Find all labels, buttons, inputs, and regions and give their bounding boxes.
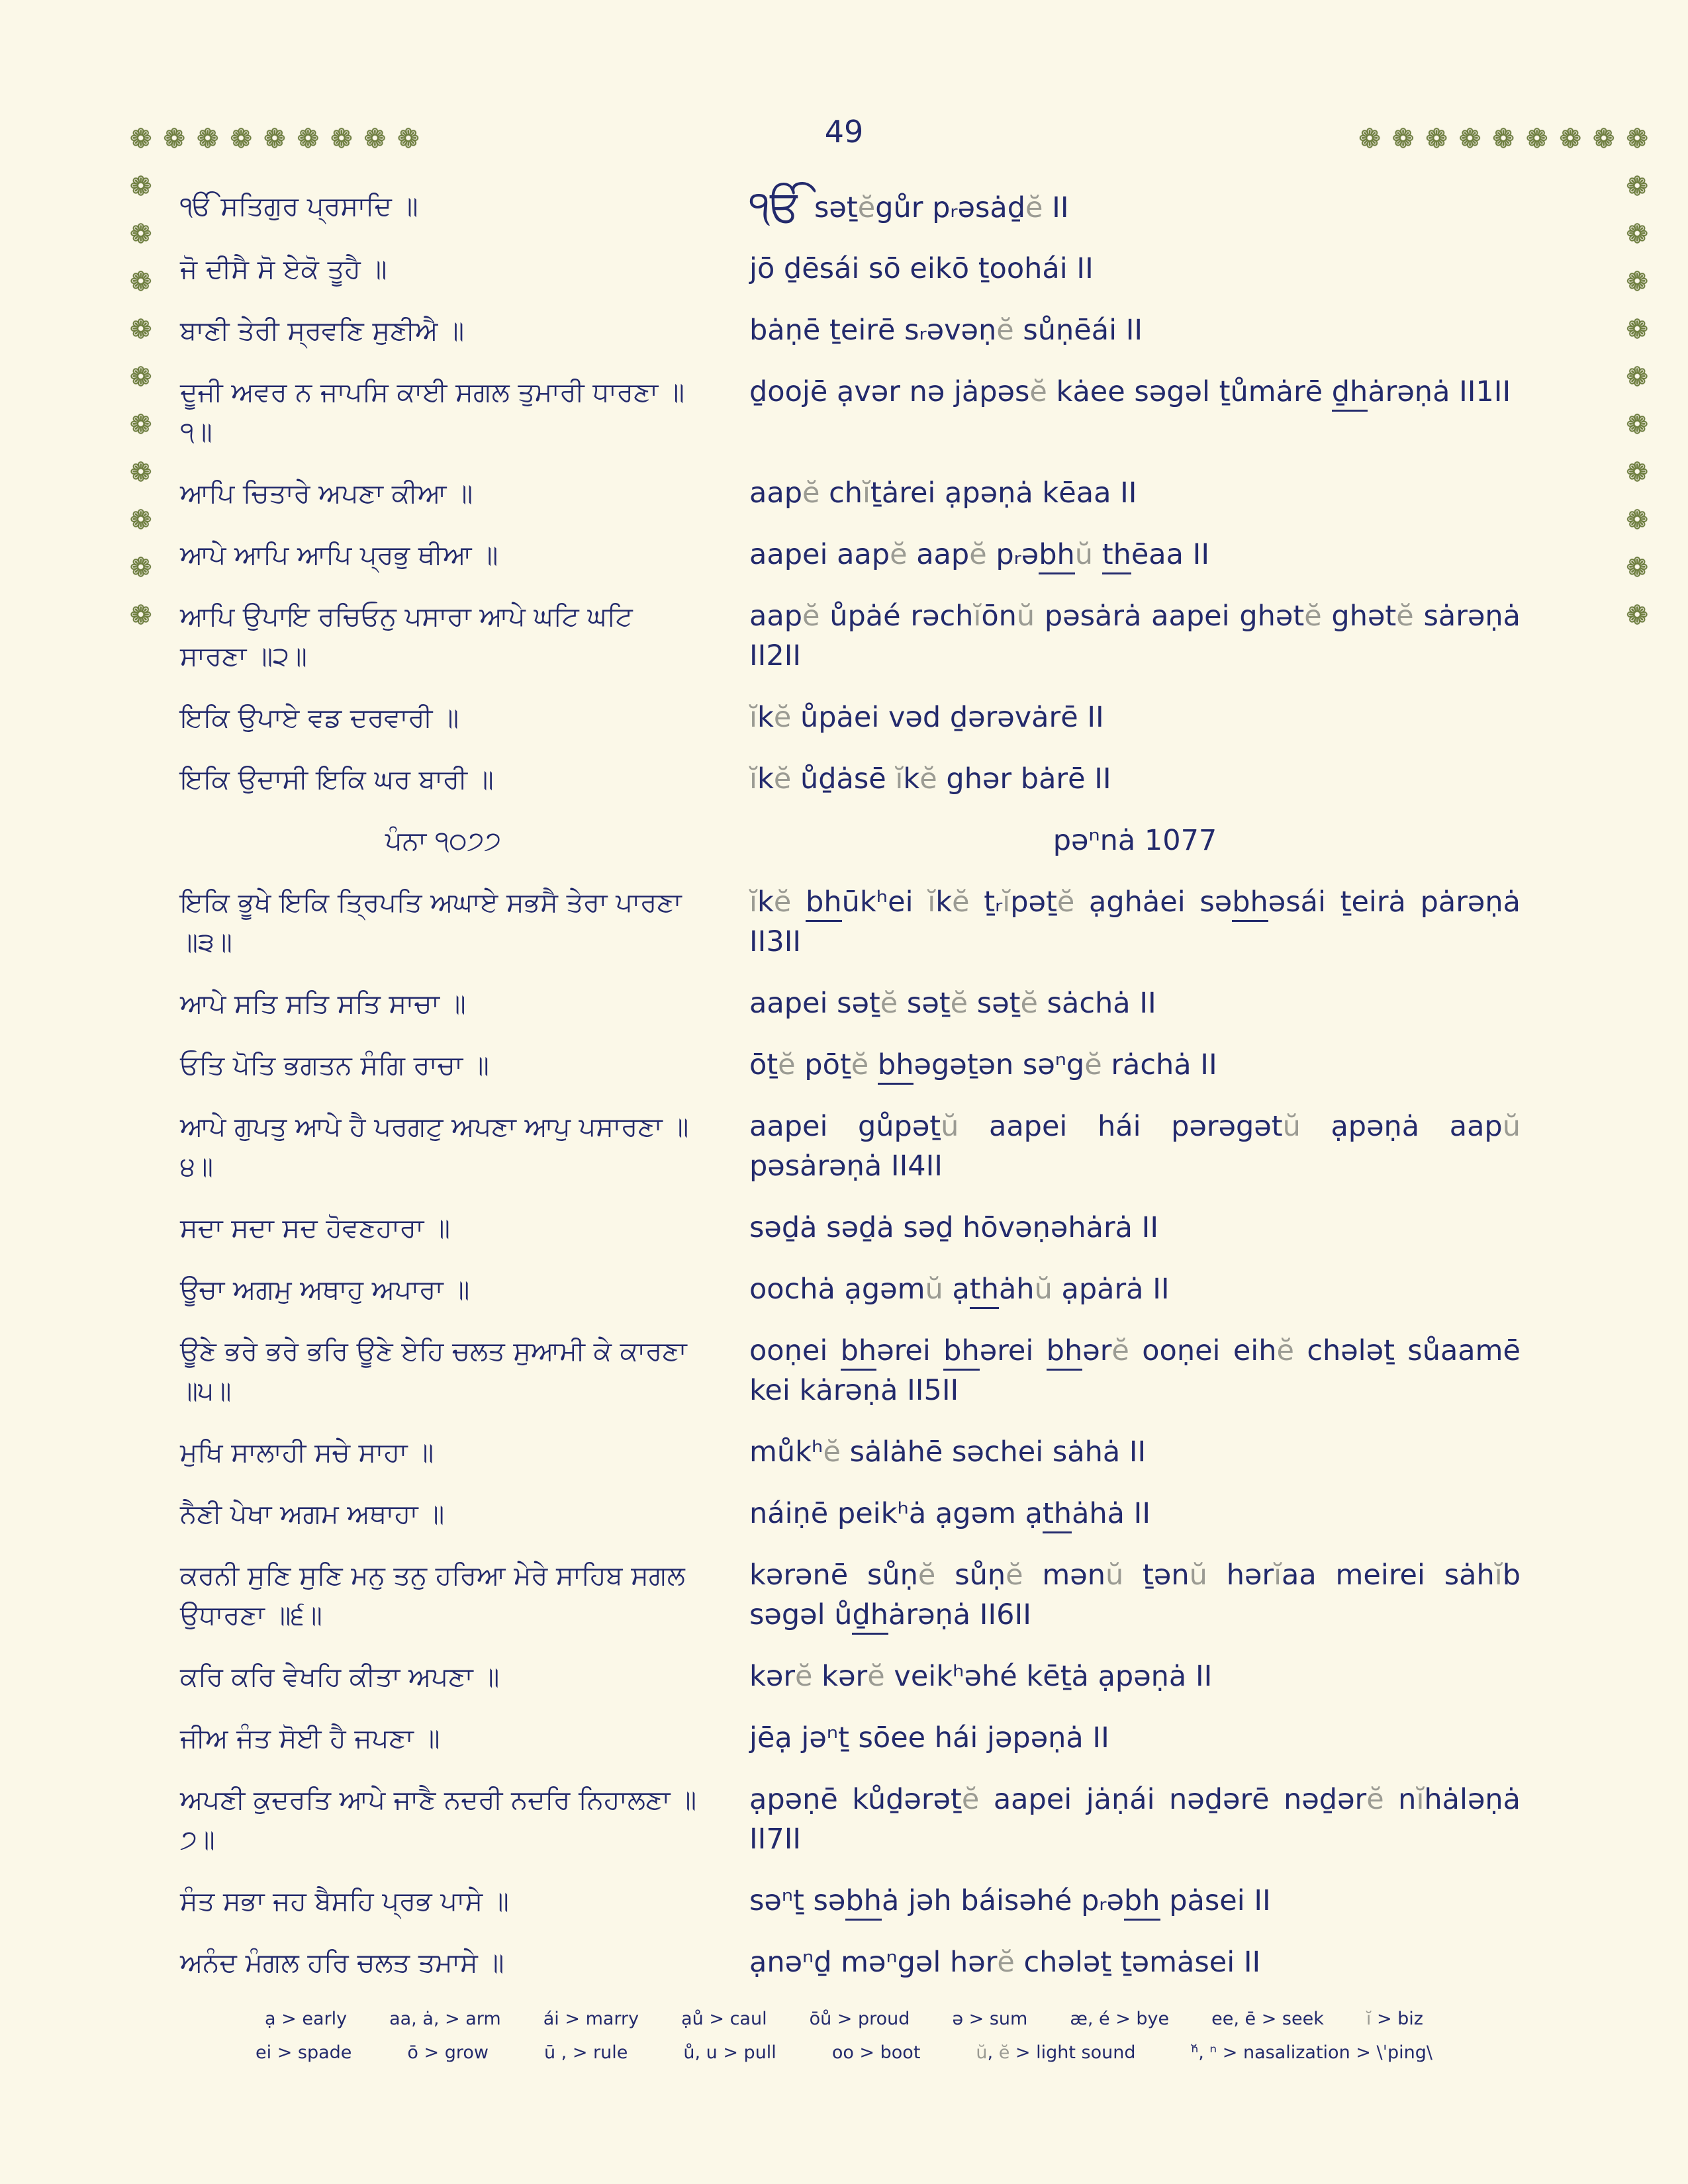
legend-item: ōů > proud: [809, 2009, 910, 2029]
ik-onkar-symbol: ੴ: [749, 181, 806, 232]
flower-icon: ❁: [1492, 124, 1515, 154]
flower-icon: ❁: [330, 124, 353, 154]
legend-item: oo > boot: [831, 2042, 921, 2063]
flower-icon: ❁: [1626, 219, 1648, 250]
flower-icon: ❁: [130, 267, 152, 297]
flower-icon: ❁: [130, 171, 152, 202]
flower-icon: ❁: [1626, 553, 1648, 583]
legend-row-2: [256, 2042, 1432, 2063]
transliteration-line: bȧṇē ṯeirē sᵣəvəṇĕ sůṇēái II: [749, 314, 1143, 347]
gurmukhi-line: ਆਪੇ ਸਤਿ ਸਤਿ ਸਤਿ ਸਾਚਾ ॥: [180, 989, 466, 1020]
flower-icon: ❁: [1626, 600, 1648, 631]
legend-item: ái > marry: [543, 2009, 639, 2029]
roman-page-reference: pəⁿnȧ 1077: [1053, 824, 1217, 858]
transliteration-line: aapei gůpəṯŭ aapei hái pərəgətŭ ạpəṇȧ aapŭ pəsȧrəṇȧ II4II: [749, 1110, 1521, 1183]
gurmukhi-line: ਦੂਜੀ ਅਵਰ ਨ ਜਾਪਸਿ ਕਾਈ ਸਗਲ ਤੁਮਾਰੀ ਧਾਰਣਾ ॥੧॥: [180, 377, 684, 448]
gurmukhi-line: ਨੈਣੀ ਪੇਖਾ ਅਗਮ ਅਥਾਹਾ ॥: [180, 1499, 445, 1530]
gurmukhi-line: ਇਕਿ ਭੂਖੇ ਇਕਿ ਤ੍ਰਿਪਤਿ ਅਘਾਏ ਸਭਸੈ ਤੇਰਾ ਪਾਰਣਾ ॥੩॥: [180, 887, 682, 958]
ornament-column-right: [1626, 173, 1648, 629]
legend-item: æ, é > bye: [1070, 2009, 1170, 2029]
gurmukhi-line: ਆਪਿ ਉਪਾਇ ਰਚਿਓਨੁ ਪਸਾਰਾ ਆਪੇ ਘਟਿ ਘਟਿ ਸਾਰਣਾ ॥੨॥: [180, 602, 633, 672]
flower-icon: ❁: [163, 124, 186, 154]
legend-item: ạ > early: [265, 2009, 348, 2029]
gurmukhi-line: ਇਕਿ ਉਦਾਸੀ ਇਕਿ ਘਰ ਬਾਰੀ ॥: [180, 764, 494, 796]
gurmukhi-line: ਆਪਿ ਚਿਤਾਰੇ ਅਪਣਾ ਕੀਆ ॥: [180, 478, 473, 510]
flower-icon: ❁: [130, 124, 152, 154]
transliteration-line: ĭkĕ bhūkʰei ĭkĕ ṯᵣĭpəṯĕ ạghȧei səbhəsái ṯeirȧ pȧrəṇȧ II3II: [749, 886, 1521, 958]
legend-item: ĭ > biz: [1366, 2009, 1423, 2029]
ornament-row-top-right: [1358, 126, 1648, 152]
flower-icon: ❁: [1626, 267, 1648, 297]
legend-item: ee, ē > seek: [1211, 2009, 1324, 2029]
transliteration-line: jō ḏēsái sō eikō ṯoohái II: [749, 252, 1094, 286]
flower-icon: ❁: [1626, 314, 1648, 345]
flower-icon: ❁: [130, 600, 152, 631]
transliteration-line: kərənē sůṇĕ sůṇĕ mənŭ ṯənŭ hərĭaa meirei sȧhĭb səgəl ůḏhȧrəṇȧ II6II: [749, 1556, 1521, 1635]
transliteration-line: aapĕ ůpȧé rəchĭōnŭ pəsȧrȧ aapei ghətĕ ghətĕ sȧrəṇȧ II2II: [749, 600, 1521, 672]
flower-icon: ❁: [1559, 124, 1581, 154]
flower-icon: ❁: [130, 362, 152, 392]
flower-icon: ❁: [263, 124, 286, 154]
flower-icon: ❁: [1626, 505, 1648, 535]
flower-icon: ❁: [1391, 124, 1415, 154]
gurmukhi-line: ਕਰਨੀ ਸੁਣਿ ਸੁਣਿ ਮਨੁ ਤਨੁ ਹਰਿਆ ਮੇਰੇ ਸਾਹਿਬ ਸਗਲ ਉਧਾਰਣਾ ॥੬॥: [180, 1561, 685, 1631]
flower-icon: ❁: [130, 457, 152, 488]
gurmukhi-line: ਕਰਿ ਕਰਿ ਵੇਖਹਿ ਕੀਤਾ ਅਪਣਾ ॥: [180, 1662, 500, 1693]
ornament-row-top-left: [130, 126, 420, 152]
legend-item: ů, u > pull: [683, 2042, 776, 2063]
gurmukhi-line: ਮੁਖਿ ਸਾਲਾਹੀ ਸਚੇ ਸਾਹਾ ॥: [180, 1437, 434, 1469]
gurmukhi-line: ਊਣੇ ਭਰੇ ਭਰੇ ਭਰਿ ਊਣੇ ਏਹਿ ਚਲਤ ਸੁਆਮੀ ਕੇ ਕਾਰਣਾ ॥੫॥: [180, 1336, 687, 1407]
transliteration-line: aapei aapĕ aapĕ pᵣəbhŭ thēaa II: [749, 535, 1521, 574]
flower-icon: ❁: [130, 219, 152, 250]
gurmukhi-line: ਸਦਾ ਸਦਾ ਸਦ ਹੋਵਣਹਾਰਾ ॥: [180, 1213, 450, 1244]
flower-icon: ❁: [130, 314, 152, 345]
transliteration-line: ĭkĕ ůḏȧsē ĭkĕ ghər bȧrē II: [749, 762, 1111, 796]
flower-icon: ❁: [130, 410, 152, 440]
gurmukhi-line: ਆਪੇ ਗੁਪਤੁ ਆਪੇ ਹੈ ਪਰਗਟੁ ਅਪਣਾ ਆਪੁ ਪਸਾਰਣਾ ॥੪॥: [180, 1112, 689, 1183]
transliteration-line: můkʰĕ sȧlȧhē səchei sȧhȧ II: [749, 1435, 1147, 1469]
legend-row-1: [265, 2009, 1423, 2029]
gurmukhi-line: ਬਾਣੀ ਤੇਰੀ ਸ੍ਰਵਣਿ ਸੁਣੀਐ ॥: [180, 316, 465, 347]
flower-icon: ❁: [197, 124, 219, 154]
gurmukhi-line: ੴ ਸਤਿਗੁਰ ਪ੍ਰਸਾਦਿ ॥: [180, 191, 418, 222]
transliteration-line: ooṇei bhərei bhərei bhərĕ ooṇei eihĕ chələṯ sůaamē kei kȧrəṇȧ II5II: [749, 1334, 1521, 1407]
flower-icon: ❁: [130, 505, 152, 535]
flower-icon: ❁: [1626, 410, 1648, 440]
flower-icon: ❁: [1626, 171, 1648, 202]
gurmukhi-line: ਆਪੇ ਆਪਿ ਆਪਿ ਪ੍ਰਭੁ ਥੀਆ ॥: [180, 540, 498, 571]
gurmukhi-line: ਇਕਿ ਉਪਾਏ ਵਡ ਦਰਵਾਰੀ ॥: [180, 703, 459, 734]
legend-item: ō > grow: [407, 2042, 489, 2063]
transliteration-line: səⁿṯ səbhȧ jəh báisəhé pᵣəbh pȧsei II: [749, 1882, 1521, 1921]
transliteration-line: ạnəⁿḏ məⁿgəl hərĕ chələṯ ṯəmȧsei II: [749, 1946, 1261, 1979]
flower-icon: ❁: [1458, 124, 1481, 154]
transliteration-line: jēạ jəⁿṯ sōee hái jəpəṇȧ II: [749, 1721, 1109, 1755]
flower-icon: ❁: [130, 553, 152, 583]
flower-icon: ❁: [1358, 124, 1381, 154]
verse-grid: [180, 181, 1521, 1983]
flower-icon: ❁: [1425, 124, 1448, 154]
flower-icon: ❁: [397, 124, 420, 154]
gurmukhi-line: ਜੀਅ ਜੰਤ ਸੋਈ ਹੈ ਜਪਣਾ ॥: [180, 1723, 440, 1754]
legend-item: ạů > caul: [681, 2009, 767, 2029]
transliteration-line: aapei səṯĕ səṯĕ səṯĕ sȧchȧ II: [749, 987, 1156, 1021]
flower-icon: ❁: [230, 124, 253, 154]
legend-item: ⁿ̆, ⁿ > nasalization > \ˈping\: [1191, 2042, 1432, 2063]
legend-item: ə > sum: [952, 2009, 1028, 2029]
transliteration-line: oochȧ ạgəmŭ ạthȧhŭ ạpȧrȧ II: [749, 1270, 1521, 1309]
legend-item: aa, ȧ, > arm: [389, 2009, 501, 2029]
flower-icon: ❁: [1626, 362, 1648, 392]
transliteration-line: səḏȧ səḏȧ səḏ hōvəṇəhȧrȧ II: [749, 1211, 1158, 1245]
gurmukhi-line: ਅਪਣੀ ਕੁਦਰਤਿ ਆਪੇ ਜਾਣੈ ਨਦਰੀ ਨਦਰਿ ਨਿਹਾਲਣਾ ॥੭॥: [180, 1785, 697, 1856]
flower-icon: ❁: [1592, 124, 1615, 154]
transliteration-line: ōṯĕ pōṯĕ bhəgəṯən səⁿgĕ rȧchȧ II: [749, 1046, 1521, 1085]
transliteration-line: ੴ səṯĕgůr pᵣəsȧḏĕ II: [749, 181, 1069, 232]
gurmukhi-line: ਅਨੰਦ ਮੰਗਲ ਹਰਿ ਚਲਤ ਤਮਾਸੇ ॥: [180, 1948, 504, 1979]
transliteration-line: ạpəṇē kůḏərəṯĕ aapei jȧṇái nəḏərē nəḏərĕ nĭhȧləṇȧ II7II: [749, 1783, 1521, 1856]
ornament-column-left: [130, 173, 152, 629]
flower-icon: ❁: [1525, 124, 1548, 154]
legend-item: ei > spade: [256, 2042, 352, 2063]
transliteration-line: ĭkĕ ůpȧei vəd ḏərəvȧrē II: [749, 701, 1104, 735]
gurmukhi-line: ਊਚਾ ਅਗਮੁ ਅਥਾਹੁ ਅਪਾਰਾ ॥: [180, 1275, 470, 1306]
flower-icon: ❁: [363, 124, 387, 154]
gurmukhi-line: ਓਤਿ ਪੋਤਿ ਭਗਤਨ ਸੰਗਿ ਰਾਚਾ ॥: [180, 1050, 489, 1081]
legend-item: ū , > rule: [543, 2042, 628, 2063]
gurmukhi-line: ਸੰਤ ਸਭਾ ਜਹ ਬੈਸਹਿ ਪ੍ਰਭ ਪਾਸੇ ॥: [180, 1886, 509, 1917]
page-title: 49: [824, 114, 864, 150]
flower-icon: ❁: [297, 124, 320, 154]
flower-icon: ❁: [1626, 457, 1648, 488]
transliteration-line: kərĕ kərĕ veikʰəhé kēṯȧ ạpəṇȧ II: [749, 1660, 1213, 1694]
gurmukhi-page-reference: ਪੰਨਾ ੧੦੭੭: [385, 826, 502, 857]
flower-icon: ❁: [1626, 124, 1648, 154]
pronunciation-legend: [0, 2009, 1688, 2063]
gurmukhi-line: ਜੋ ਦੀਸੈ ਸੋ ਏਕੋ ਤੂਹੈ ॥: [180, 254, 387, 285]
legend-item: ŭ, ĕ > light sound: [976, 2042, 1136, 2063]
transliteration-line: aapĕ chĭṯȧrei ạpəṇȧ kēaa II: [749, 477, 1137, 510]
transliteration-line: náiṇē peikʰȧ ạgəm ạthȧhȧ II: [749, 1494, 1521, 1533]
transliteration-line: ḏoojē ạvər nə jȧpəsĕ kȧee səgəl ṯůmȧrē ḏhȧrəṇȧ II1II: [749, 373, 1521, 412]
